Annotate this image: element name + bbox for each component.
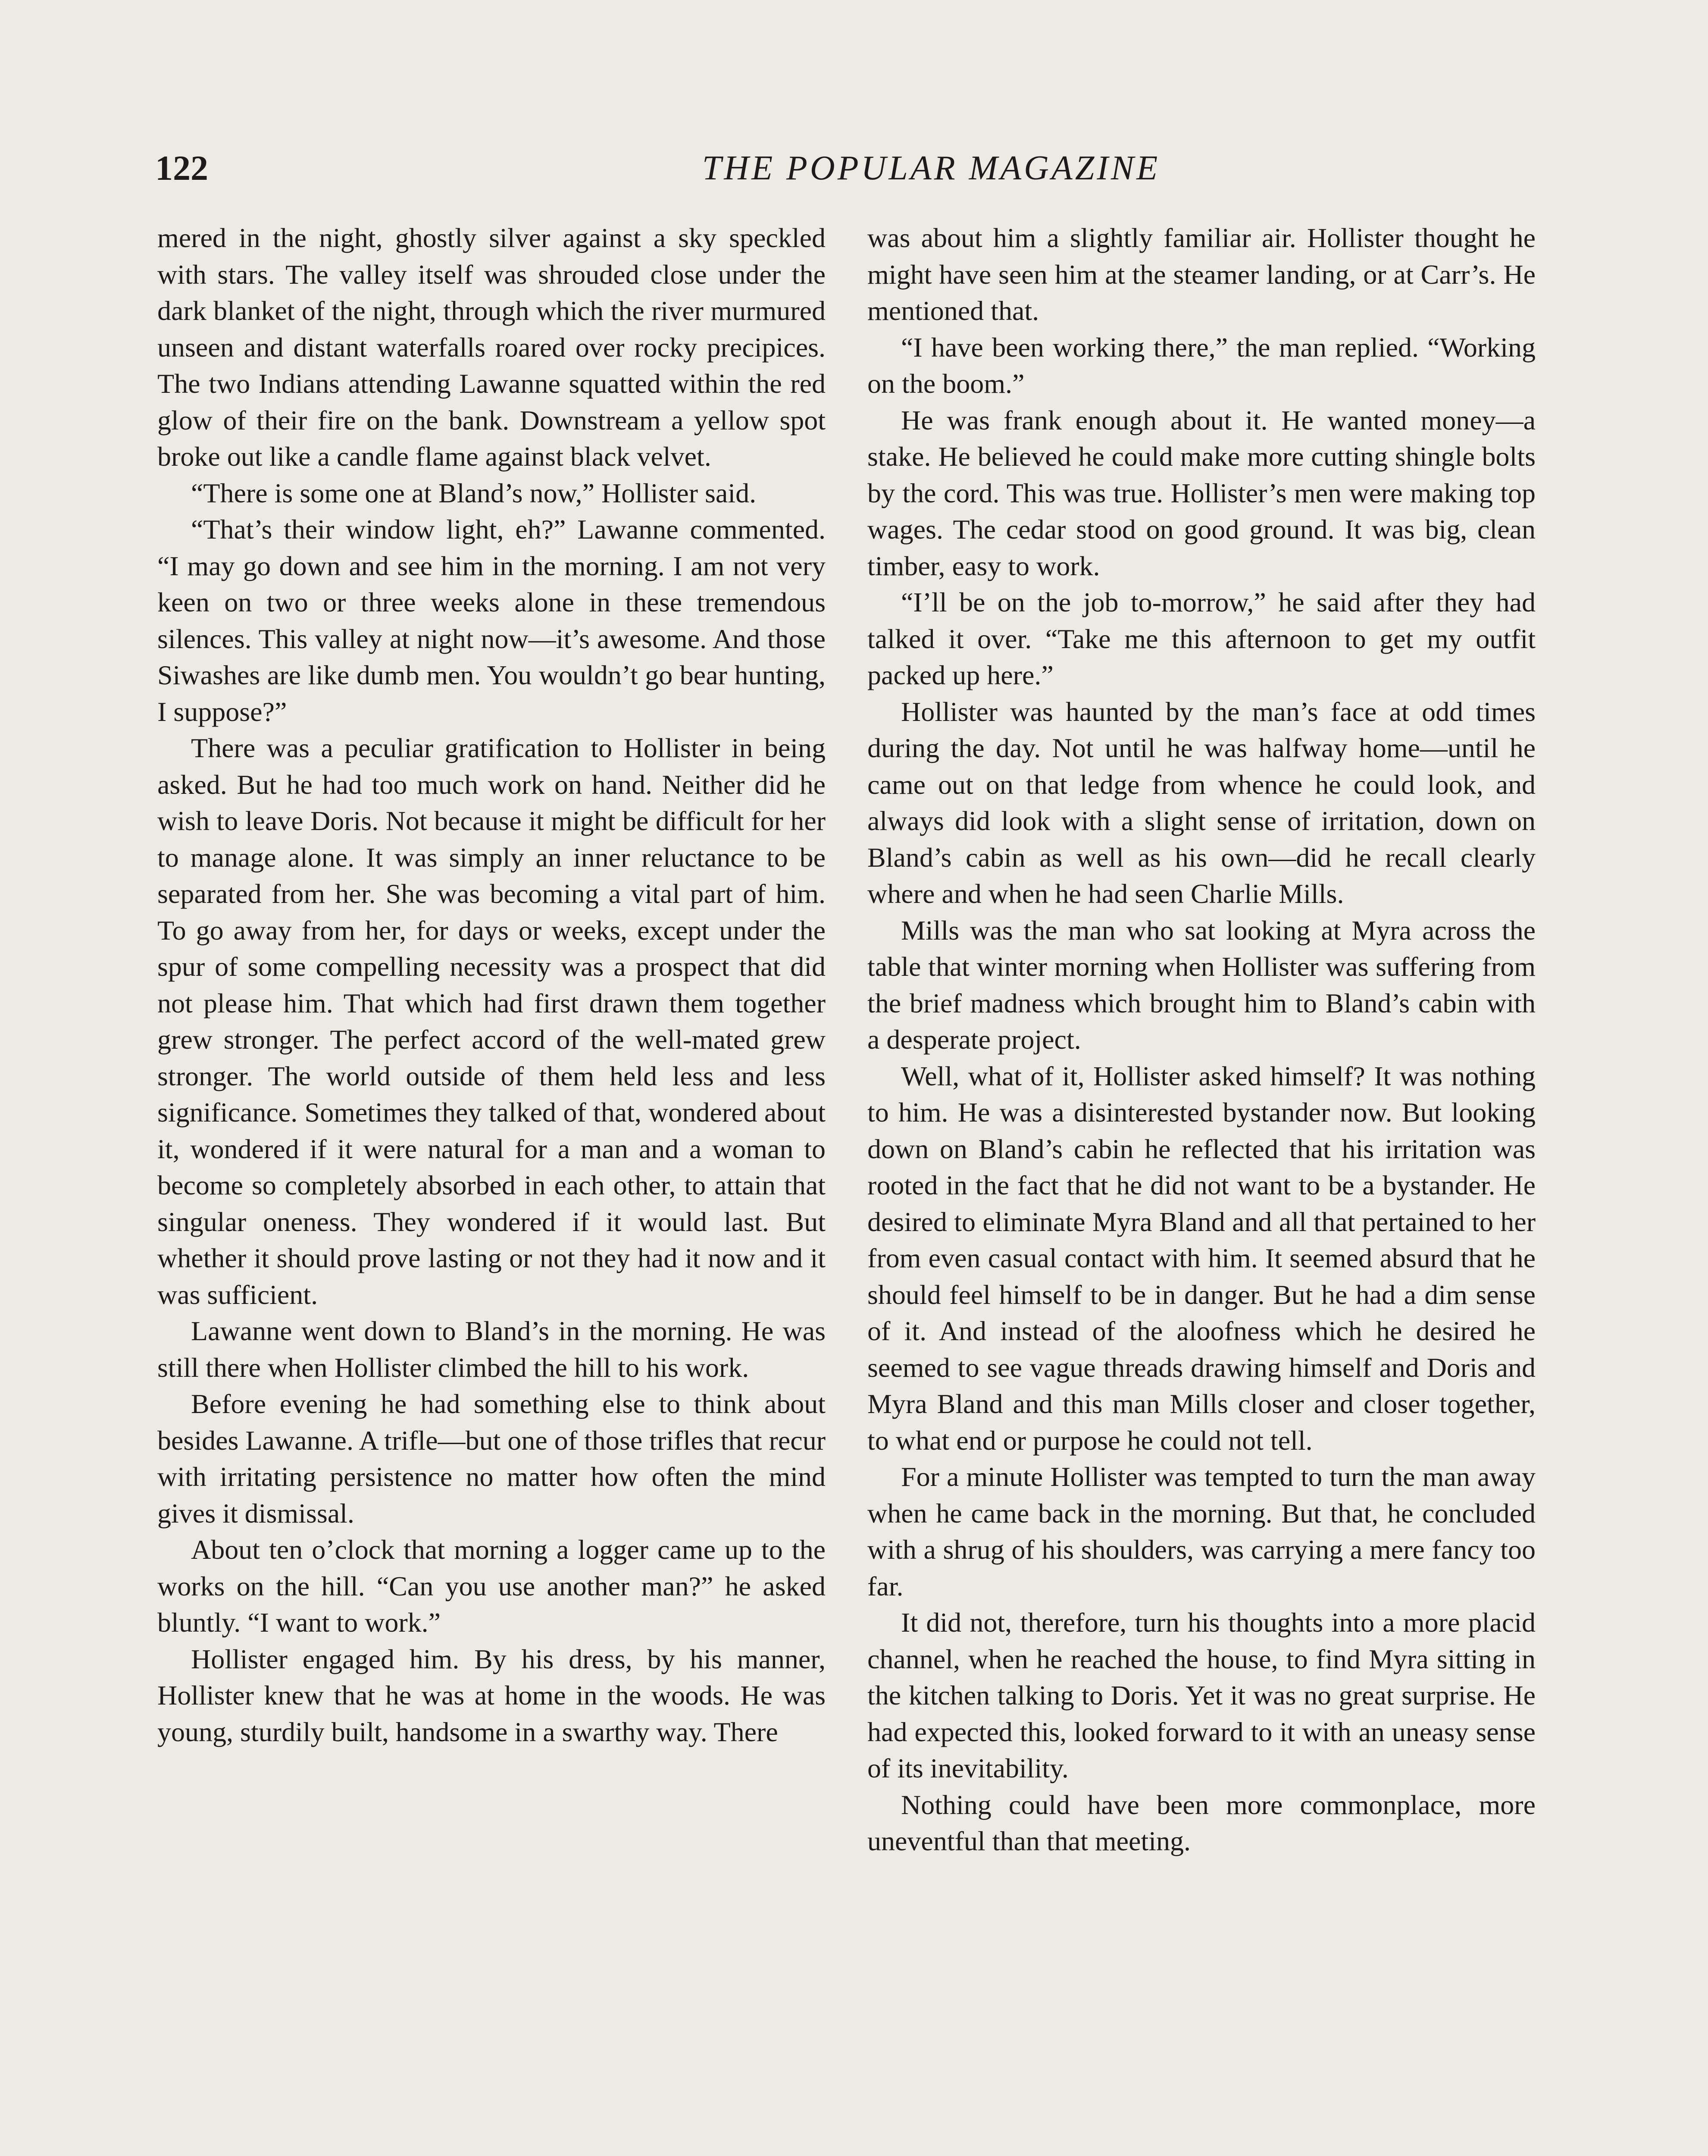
paragraph: It did not, therefore, turn his thoughts into a more placid channel, when he reached the house, to find Myra sitting in the kitchen talking to Doris. Yet it was no great surprise. He had expected this, looked forward to it with an uneasy sense of its inevitability. [867,1607,1536,1783]
paragraph: Nothing could have been more commonplace, more uneventful than that meeting. [867,1789,1536,1856]
paragraph: Before evening he had something else to think about besides Lawanne. A trifle—but one of those trifles that recur with irritating persistence no matter how often the mind gives it dismissal. [157,1388,826,1529]
paragraph: Lawanne went down to Bland’s in the morning. He was still there when Hollister climbed the hill to his work. [157,1316,826,1383]
paragraph: “I’ll be on the job to-morrow,” he said after they had talked it over. “Take me this afternoon to get my outfit packed up here.” [867,587,1536,690]
running-title: THE POPULAR MAGAZINE [702,149,1161,187]
paragraph: “I have been working there,” the man replied. “Working on the boom.” [867,332,1536,399]
paragraph: About ten o’clock that morning a logger came up to the works on the hill. “Can you use another man?” he asked bluntly. “I want to work.” [157,1534,826,1638]
page-number: 122 [155,148,208,188]
paragraph: Hollister engaged him. By his dress, by his manner, Hollister knew that he was at home in the woods. He was young, sturdily built, handsome in a swarthy way. There [157,1643,826,1747]
left-column [157,220,826,2156]
paragraph: Hollister was haunted by the man’s face at odd times during the day. Not until he was halfway home—until he came out on that ledge from whence he could look, and always did look with a slight sense of irritation, down on Bland’s cabin as well as his own—did he recall clearly where and when he had seen Charlie Mills. [867,696,1536,909]
paragraph: mered in the night, ghostly silver against a sky speckled with stars. The valley itself was shrouded close under the dark blanket of the night, through which the river murmured unseen and distant waterfalls roared over rocky precipices. The two Indians attending Lawanne squatted within the red glow of their fire on the bank. Downstream a yellow spot broke out like a candle flame against black velvet. [157,222,826,472]
paragraph: He was frank enough about it. He wanted money—a stake. He believed he could make more cutting shingle bolts by the cord. This was true. Hollister’s men were making top wages. The cedar stood on good ground. It was big, clean timber, easy to work. [867,404,1536,581]
paragraph: There was a peculiar gratification to Hollister in being asked. But he had too much work on hand. Neither did he wish to leave Doris. Not because it might be difficult for her to manage alone. It was simply an inner reluctance to be separated from her. She was becoming a vital part of him. To go away from her, for days or weeks, except under the spur of some compelling necessity was a prospect that did not please him. That which had first drawn them together grew stronger. The perfect accord of the well-mated grew stronger. The world outside of them held less and less significance. Sometimes they talked of that, wondered about it, wondered if it were natural for a man and a woman to become so completely absorbed in each other, to attain that singular oneness. They wondered if it would last. But whether it should prove lasting or not they had it now and it was sufficient. [157,733,826,1310]
paragraph: was about him a slightly familiar air. Hollister thought he might have seen him at the steamer landing, or at Carr’s. He mentioned that. [867,222,1536,326]
right-column [867,220,1536,2156]
paragraph: “That’s their window light, eh?” Lawanne commented. “I may go down and see him in the morning. I am not very keen on two or three weeks alone in these tremendous silences. This valley at night now—it’s awesome. And those Siwashes are like dumb men. You wouldn’t go bear hunting, I suppose?” [157,514,826,727]
paragraph: Well, what of it, Hollister asked himself? It was nothing to him. He was a disinterested bystander now. But looking down on Bland’s cabin he reflected that his irritation was rooted in the fact that he did not want to be a bystander. He desired to eliminate Myra Bland and all that pertained to her from even casual contact with him. It seemed absurd that he should feel himself to be in danger. But he had a dim sense of it. And instead of the aloofness which he desired he seemed to see vague threads drawing himself and Doris and Myra Bland and this man Mills closer and closer together, to what end or purpose he could not tell. [867,1060,1536,1456]
paragraph: Mills was the man who sat looking at Myra across the table that winter morning when Hollister was suffering from the brief madness which brought him to Bland’s cabin with a desperate project. [867,915,1536,1055]
paragraph: For a minute Hollister was tempted to turn the man away when he came back in the morning. But that, he concluded with a shrug of his shoulders, was carrying a mere fancy too far. [867,1461,1536,1601]
page-header [155,142,1556,194]
paragraph: “There is some one at Bland’s now,” Hollister said. [191,477,757,508]
